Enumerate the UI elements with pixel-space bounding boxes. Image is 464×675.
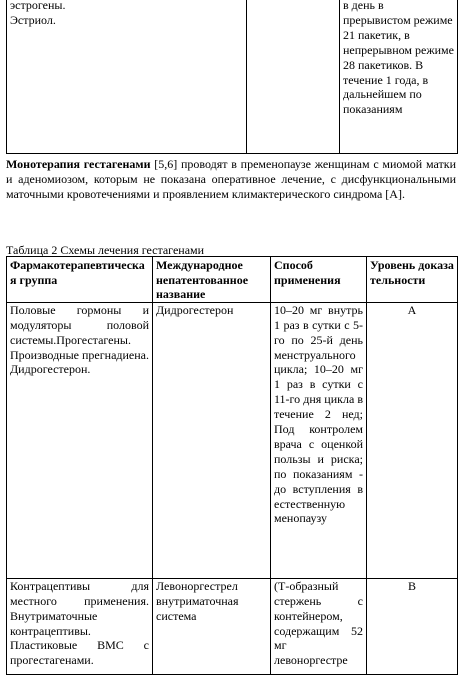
table-row [7,0,458,154]
table-cell [271,302,367,578]
cell-text: Левоноргестрел внутриматочная система [156,578,239,623]
table-cell [153,302,271,578]
table-cell [340,0,458,154]
continued-table [6,0,458,154]
table-caption: Таблица 2 Схемы лечения гестагенами [6,243,205,257]
paragraph [6,157,456,203]
paragraph-bold-lead: Монотерапия гестагенами [6,157,151,171]
table-cell [247,0,340,154]
table-cell [7,302,153,578]
cell-text: (Т-образный стержень с контейнером, содержащим 52 мг левоноргестре [274,578,363,668]
cell-text: 10–20 мг внутрь 1 раз в сутки с 5-го по 25-й день менструального цикла; 10–20 мг 1 раз в сутки с 11-го дня цикла в течение 2 нед; Под контролем врача с оценкой пользы и риска; по показаниям - до вступления в естественную менопаузу [274,302,363,526]
table-cell [367,578,458,674]
cell-text: в день в прерывистом режиме 21 пакетик, в непрерывном режиме 28 пакетиков. В течение 1 года, в дальнейшем по показаниям [343,0,454,117]
gestagen-table [6,256,458,675]
cell-text: Половые гормоны и модуляторы половой системы.Прогестагены. Производные прегнадиена. Дидрогестерон. [10,302,150,377]
table-cell [7,0,247,154]
table-cell [367,302,458,578]
table-cell [7,578,153,674]
header-inn: Международное непатентованное название [153,257,271,303]
header-group: Фармакотерапевтическая группа [7,257,153,303]
cell-text: Контрацептивы для местного применения. Внутриматочные контрацептивы. Пластиковые ВМС с прогестагенами. [10,578,149,668]
cell-text: эстрогены. Эстриол. [10,0,66,27]
table-cell [153,578,271,674]
cell-text: Дидрогестерон [156,302,234,317]
paragraph-text: [5,6] проводят в пременопаузе женщинам с миомой матки и аденомиозом, которым не показана оперативное лечение, с дисфункциональными маточными кровотечениями и проявлением климактерического синдрома [A]. [6,157,456,202]
evidence-level: В [407,578,416,593]
table-cell [271,578,367,674]
table-row [7,302,458,578]
header-method: Способ применения [271,257,367,303]
header-level: Уровень доказательности [367,257,458,303]
table-header-row [7,257,458,303]
table-row [7,578,458,674]
evidence-level: А [407,302,417,317]
